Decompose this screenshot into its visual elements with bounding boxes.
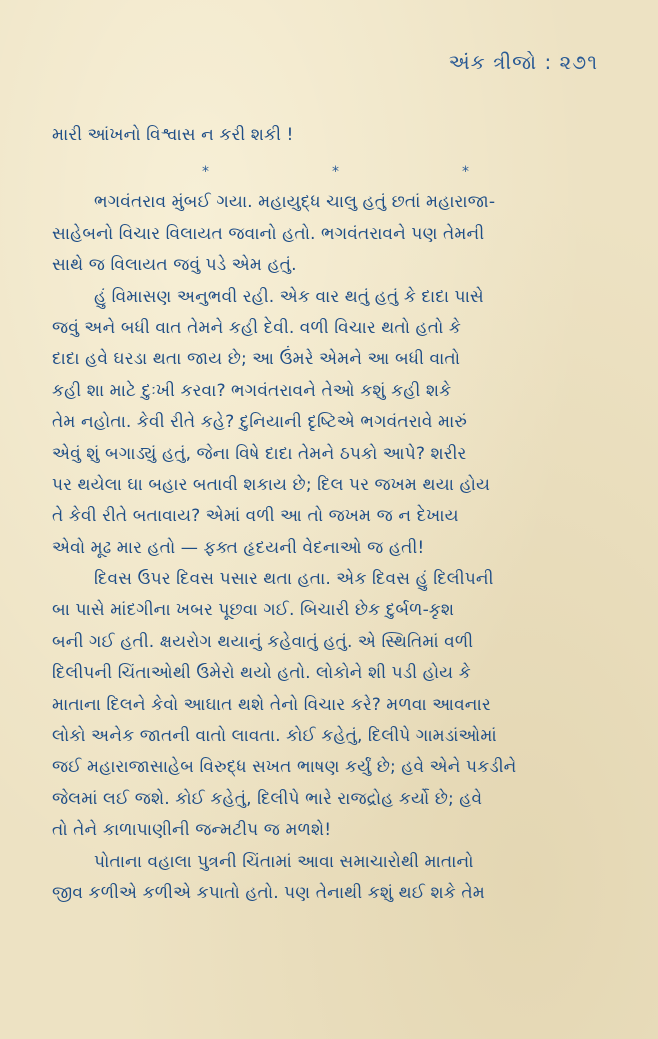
paragraph-start: દિવસ ઉપર દિવસ પસાર થતા હતા. એક દિવસ હું દિલીપની: [94, 569, 494, 590]
text-line: તો તેને કાળાપાણીની જન્મટીપ જ મળશે!: [52, 820, 332, 841]
text-line: સાહેબનો વિચાર વિલાયત જવાનો હતો. ભગવંતરાવને પણ તેમની: [52, 223, 485, 244]
text-line: મારી આંખનો વિશ્વાસ ન કરી શકી !: [52, 125, 294, 145]
text-line: બા પાસે માંદગીના ખબર પૂછવા ગઈ. બિચારી છેક દુર્બળ-કૃશ: [52, 600, 455, 621]
page-body: [52, 120, 612, 909]
text-line: જઈ મહારાજાસાહેબ વિરુદ્ધ સખત ભાષણ કર્યું છે; હવે એને પકડીને: [52, 757, 517, 778]
separator-star: *: [462, 164, 469, 181]
text-line: દિલીપની ચિંતાઓથી ઉમેરો થયો હતો. લોકોને શી પડી હોય કે: [52, 663, 471, 684]
running-head: અંક ત્રીજો : ૨૭૧: [448, 50, 598, 74]
text-line: એવું શું બગાડ્યું હતું, જેના વિષે દાદા તેમને ઠપકો આપે? શરીર: [52, 443, 467, 464]
separator-star: *: [332, 164, 339, 181]
separator-star: *: [202, 164, 209, 181]
text-line: બની ગઈ હતી. ક્ષયરોગ થયાનું કહેવાતું હતું. એ સ્થિતિમાં વળી: [52, 631, 474, 652]
text-line: કહી શા માટે દુઃખી કરવા? ભગવંતરાવને તેઓ કશું કહી શકે: [52, 380, 452, 401]
paragraph-start: હું વિમાસણ અનુભવી રહી. એક વાર થતું હતું કે દાદા પાસે: [94, 286, 484, 307]
text-line: જીવ કળીએ કળીએ કપાતો હતો. પણ તેનાથી કશું થઈ શકે તેમ: [52, 882, 485, 903]
text-line: જવું અને બધી વાત તેમને કહી દેવી. વળી વિચાર થતો હતો કે: [52, 317, 462, 338]
text-line: પર થયેલા ઘા બહાર બતાવી શકાય છે; દિલ પર જખમ થયા હોય: [52, 474, 491, 495]
paragraph-start: પોતાના વહાલા પુત્રની ચિંતામાં આવા સમાચારોથી માતાનો: [94, 851, 474, 872]
text-line: એવો મૂઢ માર હતો — ફક્ત હૃદયની વેદનાઓ જ હતી!: [52, 537, 425, 558]
text-line: તે કેવી રીતે બતાવાય? એમાં વળી આ તો જખમ જ ન દેખાય: [52, 506, 459, 527]
paragraph-start: ભગવંતરાવ મુંબઈ ગયા. મહાયુદ્ધ ચાલુ હતું છતાં મહારાજા-: [94, 192, 496, 213]
text-line: જેલમાં લઈ જશે. કોઈ કહેતું, દિલીપે ભારે રાજદ્રોહ કર્યો છે; હવે: [52, 788, 483, 809]
text-line: લોકો અનેક જાતની વાતો લાવતા. કોઈ કહેતું, દિલીપે ગામડાંઓમાં: [52, 726, 497, 747]
text-line: દાદા હવે ઘરડા થતા જાય છે; આ ઉંમરે એમને આ બધી વાતો: [52, 349, 461, 370]
text-line: તેમ નહોતા. કેવી રીતે કહે? દુનિયાની દૃષ્ટિએ ભગવંતરાવે મારું: [52, 412, 467, 433]
text-line: સાથે જ વિલાયત જવું પડે એમ હતું.: [52, 255, 297, 276]
section-separator: [52, 151, 612, 187]
text-line: માતાના દિલને કેવો આઘાત થશે તેનો વિચાર કરે? મળવા આવનાર: [52, 694, 491, 715]
